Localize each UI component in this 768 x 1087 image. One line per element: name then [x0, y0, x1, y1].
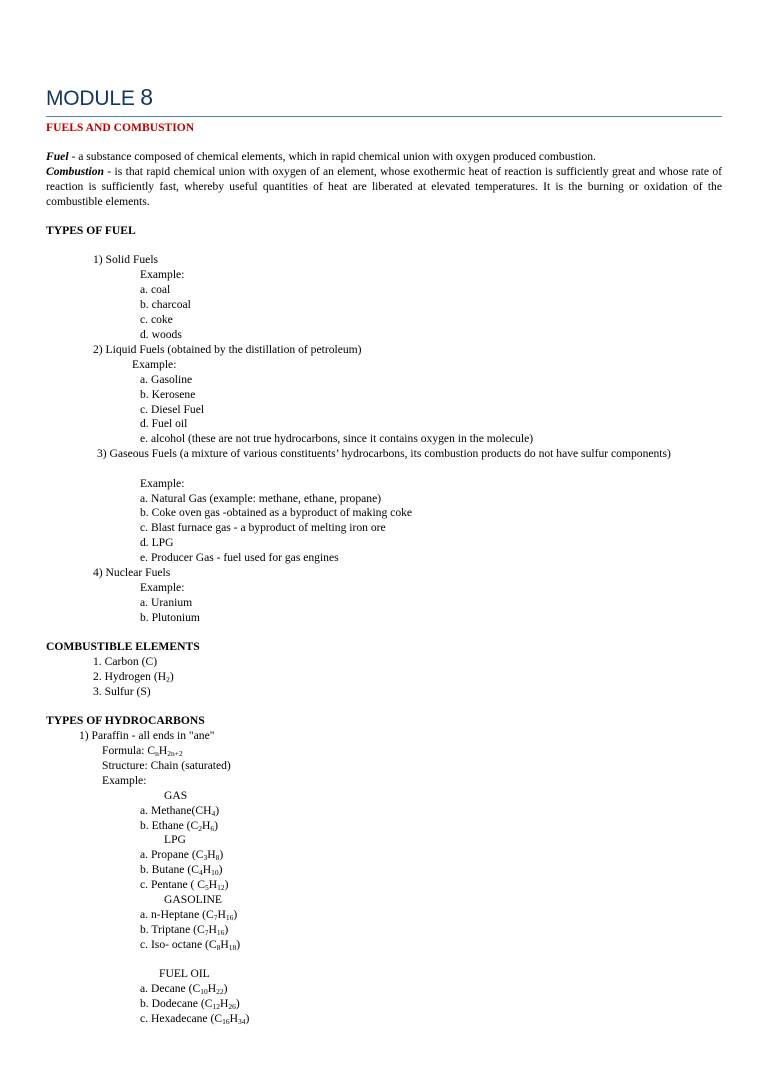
formula-text: a. Decane (C: [140, 982, 201, 995]
list-item: b. Coke oven gas -obtained as a byproduct of making coke: [140, 506, 413, 519]
formula-text: c. Hexadecane (C: [140, 1012, 223, 1025]
formula-text: c. Iso- octane (C: [140, 938, 217, 951]
subscript: 34: [237, 1017, 246, 1026]
compound-triptane: [140, 923, 228, 938]
compound-heptane: [140, 908, 237, 923]
list-item: d. Fuel oil: [140, 417, 188, 430]
subscript: 22: [216, 987, 224, 996]
gasoline-group-label: GASOLINE: [164, 893, 222, 906]
formula-text: H: [208, 923, 217, 936]
compound-methane: [140, 804, 219, 819]
formula-text: b. Triptane (C: [140, 923, 205, 936]
combustion-definition-text: - is that rapid chemical union with oxygen of an element, whose exothermic heat of reaction is sufficiently great and whose rate of reaction is sufficiently fast, whereby useful quantities of heat are liberated at elevated temperatures. It is the burning or oxidation of the combustible elements.: [46, 165, 722, 208]
nuclear-fuels-label: 4) Nuclear Fuels: [93, 566, 171, 579]
formula-text: H: [220, 938, 229, 951]
compound-butane: [140, 863, 222, 878]
formula-text: H: [202, 819, 211, 832]
formula-text: H: [229, 1012, 238, 1025]
hydrocarbon-example-label: Example:: [102, 774, 147, 787]
types-of-fuel-heading: TYPES OF FUEL: [46, 224, 136, 237]
formula-text: ): [236, 938, 241, 951]
formula-text: H: [217, 908, 226, 921]
formula-text: a. Methane(CH: [140, 804, 212, 817]
subscript: 18: [228, 943, 237, 952]
compound-decane: [140, 982, 227, 997]
list-item: e. alcohol (these are not true hydrocarbons, since it contains oxygen in the molecule): [140, 432, 534, 445]
list-item: a. Natural Gas (example: methane, ethane, propane): [140, 492, 382, 505]
solid-fuels-label: 1) Solid Fuels: [93, 253, 159, 266]
subscript: 2: [198, 824, 203, 833]
formula-text: H: [208, 878, 218, 891]
list-item: 1. Carbon (C): [93, 655, 158, 668]
list-item: [93, 670, 174, 685]
subscript: 16: [222, 1017, 230, 1026]
list-item: b. Plutonium: [140, 611, 200, 624]
subscript: 10: [211, 868, 219, 877]
formula-text: ): [233, 908, 238, 921]
subscript: 8: [216, 943, 221, 952]
liquid-fuels-label: 2) Liquid Fuels (obtained by the distillation of petroleum): [93, 343, 362, 356]
formula-text: Formula: C: [102, 744, 156, 757]
paraffin-label: 1) Paraffin - all ends in "ane": [79, 729, 215, 742]
formula-text: ): [224, 923, 229, 936]
gas-group-label: GAS: [164, 789, 188, 802]
list-item: a. coal: [140, 283, 171, 296]
subscript: 16: [216, 928, 225, 937]
formula-text: H: [207, 982, 217, 995]
formula-text: ): [223, 982, 228, 995]
list-item: b. Kerosene: [140, 388, 196, 401]
fuel-definition: [46, 150, 722, 165]
formula-text: H: [219, 997, 229, 1010]
formula-text: ): [235, 997, 240, 1010]
fuel-oil-group-label: FUEL OIL: [159, 967, 210, 980]
fuel-term: Fuel: [46, 150, 69, 163]
solid-example-label: Example:: [140, 268, 185, 281]
formula-text: H: [207, 848, 216, 861]
formula-text: ): [224, 878, 229, 891]
formula-text: a. n-Heptane (C: [140, 908, 214, 921]
formula-text: ): [218, 863, 223, 876]
formula-text: ): [215, 804, 220, 817]
subscript: 4: [198, 868, 203, 877]
list-item: c. Diesel Fuel: [140, 403, 205, 416]
lpg-group-label: LPG: [164, 833, 186, 846]
fuel-definition-text: - a substance composed of chemical elements, which in rapid chemical union with oxygen produced combustion.: [68, 150, 596, 163]
subscript: 6: [210, 824, 215, 833]
compound-ethane: [140, 819, 218, 834]
formula-line: [102, 744, 183, 759]
subscript: 16: [225, 913, 234, 922]
subscript: n: [155, 749, 159, 758]
compound-propane: [140, 848, 223, 863]
compound-pentane: [140, 878, 229, 893]
subscript: 7: [213, 913, 218, 922]
subscript: 2n+2: [167, 749, 183, 758]
combustion-definition: [46, 165, 722, 210]
list-item: b. charcoal: [140, 298, 191, 311]
formula-text: H: [158, 744, 168, 757]
nuclear-example-label: Example:: [140, 581, 185, 594]
combustion-term: Combustion: [46, 165, 104, 178]
formula-text: b. Butane (C: [140, 863, 199, 876]
subscript: 12: [217, 883, 225, 892]
subscript: 3: [203, 853, 208, 862]
subscript: 8: [215, 853, 220, 862]
list-item: a. Gasoline: [140, 373, 193, 386]
formula-text: ): [245, 1012, 250, 1025]
combustible-elements-heading: COMBUSTIBLE ELEMENTS: [46, 640, 200, 653]
formula-text: b. Dodecane (C: [140, 997, 213, 1010]
compound-hexadecane: [140, 1012, 249, 1027]
subscript: 26: [228, 1002, 236, 1011]
module-number: 8: [140, 84, 153, 110]
formula-text: ): [219, 848, 224, 861]
list-item: c. coke: [140, 313, 173, 326]
subscript: 10: [200, 987, 208, 996]
subscript: 4: [211, 809, 216, 818]
subscript: 7: [204, 928, 209, 937]
formula-text: a. Propane (C: [140, 848, 204, 861]
list-item: 3. Sulfur (S): [93, 685, 151, 698]
module-title: [46, 84, 153, 112]
list-item: d. LPG: [140, 536, 174, 549]
compound-isooctane: [140, 938, 240, 953]
item-text: 2. Hydrogen (H: [93, 670, 167, 683]
formula-text: H: [202, 863, 212, 876]
hydrocarbons-heading: TYPES OF HYDROCARBONS: [46, 714, 205, 727]
list-item: c. Blast furnace gas - a byproduct of melting iron ore: [140, 521, 386, 534]
gaseous-fuels-label: 3) Gaseous Fuels (a mixture of various constituents’ hydrocarbons, its combustion products do not have sulfur components): [97, 447, 671, 460]
structure-line: Structure: Chain (saturated): [102, 759, 231, 772]
subscript: 12: [212, 1002, 220, 1011]
formula-text: b. Ethane (C: [140, 819, 199, 832]
compound-dodecane: [140, 997, 240, 1012]
title-divider: [46, 116, 722, 117]
liquid-example-label: Example:: [132, 358, 177, 371]
module-title-text: MODULE: [46, 87, 135, 110]
list-item: e. Producer Gas - fuel used for gas engines: [140, 551, 339, 564]
list-item: d. woods: [140, 328, 182, 341]
item-text: ): [169, 670, 174, 683]
subscript: 5: [205, 883, 209, 892]
formula-text: c. Pentane ( C: [140, 878, 206, 891]
list-item: a. Uranium: [140, 596, 193, 609]
section-subtitle: FUELS AND COMBUSTION: [46, 121, 195, 134]
gaseous-example-label: Example:: [140, 477, 185, 490]
formula-text: ): [214, 819, 219, 832]
subscript: 2: [166, 675, 170, 684]
